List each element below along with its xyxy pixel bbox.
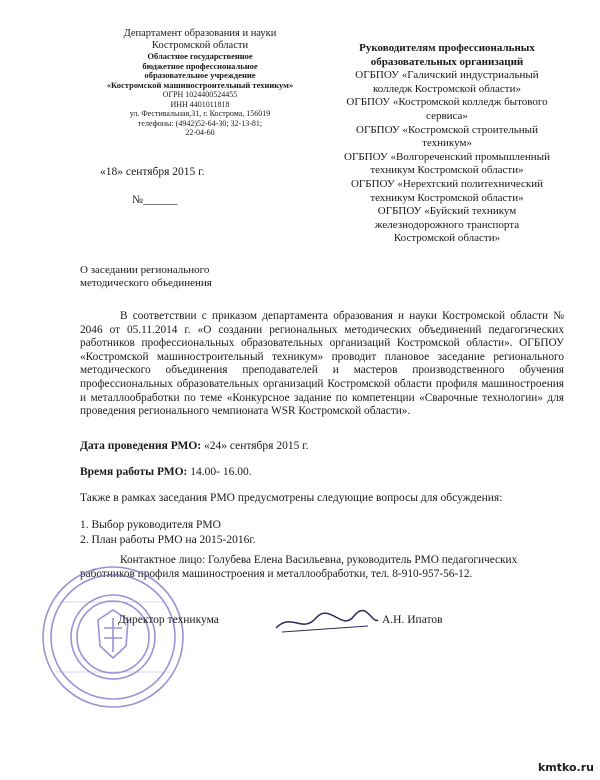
recipient-line: ОГБПОУ «Костромской колледж бытового bbox=[346, 96, 548, 109]
recipients-block bbox=[322, 42, 572, 246]
sender-phone2: 22-04-60 bbox=[185, 128, 215, 137]
recipient-line: техникум Костромской области» bbox=[370, 191, 524, 204]
official-stamp bbox=[38, 562, 188, 712]
recipients-title2: образовательных организаций bbox=[370, 55, 524, 68]
letter-number: №______ bbox=[132, 194, 178, 206]
meeting-time bbox=[80, 466, 252, 478]
sender-org-line2: бюджетное профессиональное bbox=[142, 60, 258, 71]
subject-line2: методического объединения bbox=[80, 277, 212, 289]
agenda-list bbox=[80, 518, 256, 548]
meeting-date bbox=[80, 440, 309, 452]
signature-name: А.Н. Ипатов bbox=[382, 614, 443, 626]
meeting-date-value: «24» сентября 2015 г. bbox=[201, 440, 309, 452]
recipient-line: техникум» bbox=[422, 137, 472, 150]
recipient-line: ОГБПОУ «Волгореченский промышленный bbox=[344, 150, 550, 163]
sender-dept-line1: Департамент образования и науки bbox=[123, 28, 277, 39]
meeting-time-label: Время работы РМО: bbox=[80, 466, 188, 478]
watermark-text: kmtko.ru bbox=[537, 761, 594, 774]
letter-date: «18» сентября 2015 г. bbox=[100, 166, 205, 178]
agenda-item: 2. План работы РМО на 2015-2016г. bbox=[80, 534, 256, 546]
recipients-title1: Руководителям профессиональных bbox=[359, 42, 535, 54]
recipient-line: ОГБПОУ «Нерехтский политехнический bbox=[350, 177, 544, 190]
agenda-item: 1. Выбор руководителя РМО bbox=[80, 519, 221, 531]
subject-line1: О заседании регионального bbox=[80, 264, 210, 276]
recipient-line: Костромской области» bbox=[393, 232, 501, 245]
letter-body bbox=[80, 310, 564, 419]
handwritten-signature bbox=[272, 608, 382, 636]
recipient-line: ОГБПОУ «Буйский техникум bbox=[377, 205, 517, 218]
recipient-line: колледж Костромской области» bbox=[372, 82, 522, 95]
recipient-line: сервиса» bbox=[426, 109, 468, 122]
body-paragraph: В соответствии с приказом департамента образования и науки Костромской области № 2046 от 05.11.2014 г. «О создании региональных методических объединений педагогических работников профессиональных образовательных организаций Костромской области». ОГБПОУ «Костромской машиностроительный техникум» проводит плановое заседание регионального методического объединения преподавателей и мастеров производственного обучения профессиональных образовательных организаций Костромской области профиля машиностроения и металлообработки по теме «Конкурсное задание по компетенции «Сварочные технологии» для проведения регионального чемпионата WSR Костромской области». bbox=[80, 310, 564, 418]
sender-address: ул. Фестивальная,31, г. Кострома, 156019 bbox=[129, 109, 271, 118]
meeting-date-label: Дата проведения РМО: bbox=[80, 440, 202, 452]
sender-org-line3: образовательное учреждение bbox=[144, 70, 256, 80]
contact-text: Контактное лицо: Голубева Елена Васильевна, руководитель РМО педагогических работников профиля машиностроения и металлообработки, тел. 8-910-957-56-12. bbox=[80, 554, 518, 580]
sender-org-line1: Областное государственное bbox=[147, 51, 253, 61]
recipient-line: ОГБПОУ «Галичский индустриальный bbox=[355, 69, 539, 82]
sender-dept-line2: Костромской области bbox=[151, 40, 249, 51]
recipient-line: техникум Костромской области» bbox=[370, 164, 524, 177]
signature-position: Директор техникума bbox=[118, 614, 219, 626]
sender-org-line4: «Костромской машиностроительный техникум» bbox=[106, 79, 294, 90]
sender-letterhead bbox=[95, 28, 305, 138]
sender-ogrn: ОГРН 1024400524455 bbox=[162, 90, 238, 99]
meeting-time-value: 14.00- 16.00. bbox=[187, 466, 252, 478]
recipient-line: железнодорожного транспорта bbox=[374, 218, 520, 231]
sender-inn: ИНН 4401011818 bbox=[170, 99, 230, 109]
sender-phone1: телефоны: (4942)52-64-30; 32-13-81; bbox=[137, 118, 263, 128]
agenda-intro: Также в рамках заседания РМО предусмотрены следующие вопросы для обсуждения: bbox=[80, 492, 503, 504]
recipient-line: ОГБПОУ «Костромской строительный bbox=[356, 123, 538, 136]
letter-subject bbox=[80, 264, 212, 290]
